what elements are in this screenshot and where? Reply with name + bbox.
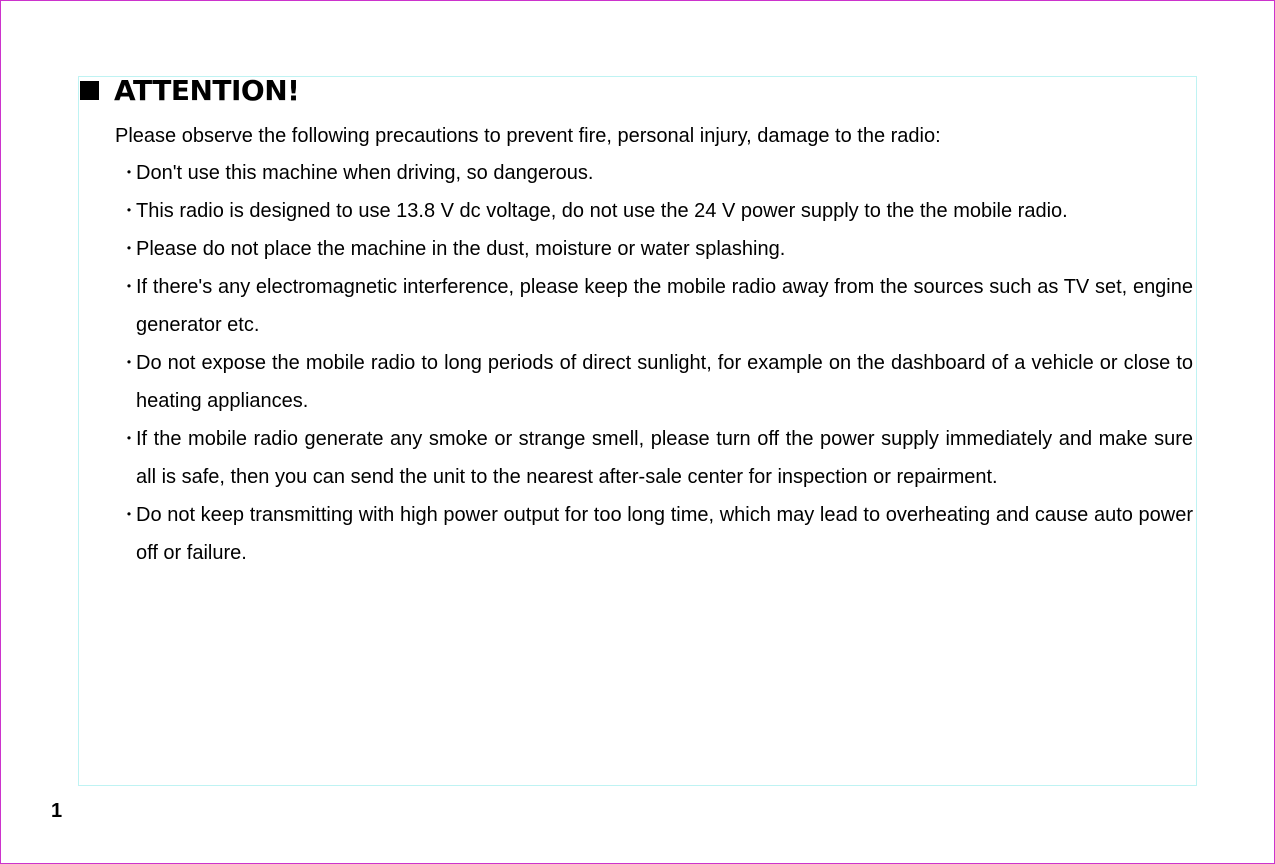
list-item <box>115 344 1193 420</box>
heading-title: ATTENTION! <box>114 73 300 107</box>
list-item <box>115 192 1193 230</box>
list-item <box>115 420 1193 496</box>
precaution-text: Do not keep transmitting with high power output for too long time, which may lead to overheating and cause auto power off or failure. <box>136 504 1193 564</box>
precaution-text: This radio is designed to use 13.8 V dc voltage, do not use the 24 V power supply to the the mobile radio. <box>136 200 1068 222</box>
bullet-icon: ・ <box>120 239 138 259</box>
bullet-icon: ・ <box>120 353 138 373</box>
precaution-text: Don't use this machine when driving, so dangerous. <box>136 162 594 184</box>
precaution-text: If the mobile radio generate any smoke or strange smell, please turn off the power supply immediately and make sure all is safe, then you can send the unit to the nearest after-sale center for inspection or repairment. <box>136 428 1193 488</box>
list-item <box>115 154 1193 192</box>
intro-text: Please observe the following precautions to prevent fire, personal injury, damage to the radio: <box>115 125 941 147</box>
list-item <box>115 496 1193 572</box>
list-item <box>115 230 1193 268</box>
page-number: 1 <box>51 800 63 822</box>
bullet-icon: ・ <box>120 277 138 297</box>
black-square-icon <box>80 81 99 100</box>
precaution-text: Please do not place the machine in the dust, moisture or water splashing. <box>136 238 786 260</box>
bullet-icon: ・ <box>120 429 138 449</box>
bullet-icon: ・ <box>120 505 138 525</box>
section-heading <box>80 72 299 108</box>
precaution-text: Do not expose the mobile radio to long periods of direct sunlight, for example on the dashboard of a vehicle or close to heating appliances. <box>136 352 1193 412</box>
bullet-icon: ・ <box>120 201 138 221</box>
list-item <box>115 268 1193 344</box>
precautions-list <box>115 154 1193 572</box>
bullet-icon: ・ <box>120 163 138 183</box>
precaution-text: If there's any electromagnetic interference, please keep the mobile radio away from the sources such as TV set, engine generator etc. <box>136 276 1193 336</box>
